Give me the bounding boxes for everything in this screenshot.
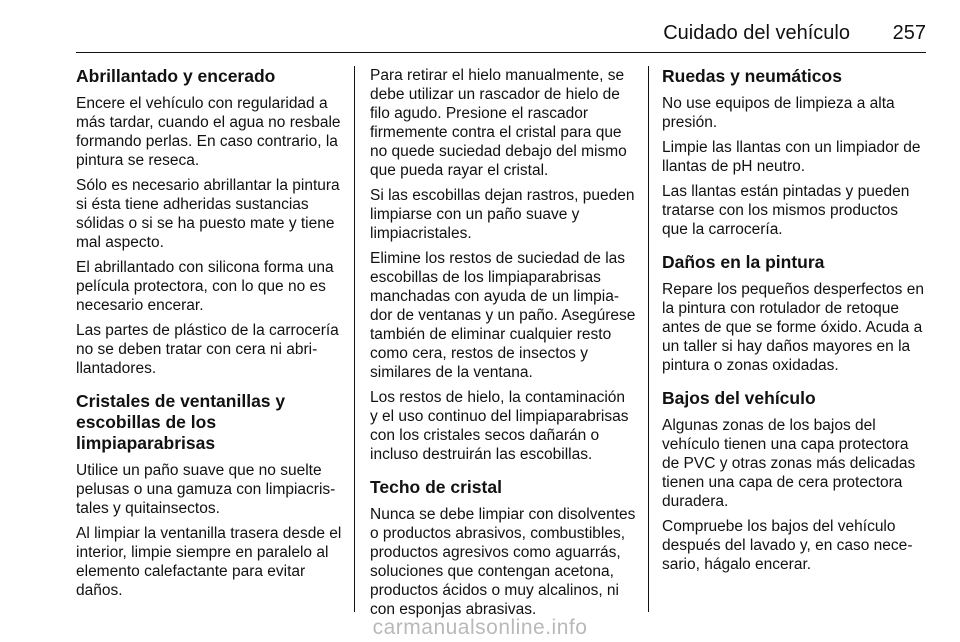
paragraph: Encere el vehículo con regularidad a más tardar, cuando el agua no resbale formando perlas. En caso contrario, la pintura se reseca. — [76, 95, 341, 169]
paragraph: Algunas zonas de los bajos del vehículo tienen una capa protectora de PVC y otras zonas más delicadas tienen una capa de cera protectora duradera. — [662, 417, 916, 510]
page-number: 257 — [892, 22, 926, 44]
paragraph: No use equipos de limpieza a alta presión. — [662, 95, 895, 131]
paragraph: Al limpiar la ventanilla trasera desde el interior, limpie siempre en paralelo al elemento calefactante para evitar daños. — [76, 525, 342, 599]
paragraph: Limpie las llantas con un limpiador de llantas de pH neutro. — [662, 139, 921, 175]
paragraph: Si las escobillas dejan rastros, pueden limpiarse con un paño suave y limpiacristales. — [370, 187, 635, 242]
paragraph: Las llantas están pintadas y pueden tratarse con los mismos productos que la carrocería. — [662, 183, 910, 238]
column-divider — [354, 66, 355, 612]
section-heading: Cristales de ventanillas y escobillas de los limpiaparabrisas — [76, 391, 286, 453]
section-heading: Bajos del vehículo — [662, 388, 816, 408]
paragraph: Elimine los restos de suciedad de las escobillas de los limpiaparabrisas manchadas con ayuda de un limpiador de ventanas y un paño. Asegúrese también de eliminar cualquier resto como cera, restos de insectos y similares de la ventana. — [370, 250, 636, 381]
paragraph: Nunca se debe limpiar con disolventes o productos abrasivos, combustibles, productos agresivos como aguarrás, soluciones que contengan acetona, productos ácidos o muy alcalinos, ni con esponjas abrasivas. — [370, 506, 636, 618]
text-column-1 — [76, 66, 344, 606]
paragraph: Utilice un paño suave que no suelte pelusas o una gamuza con limpiacristales y quitainsectos. — [76, 462, 336, 517]
text-column-3 — [662, 66, 926, 580]
paragraph: Para retirar el hielo manualmente, se debe utilizar un rascador de hielo de filo agudo. Presione el rascador firmemente contra el cristal para que no quede suciedad debajo del mismo que pueda rayar el cristal. — [370, 67, 627, 179]
section-title: Cuidado del vehículo — [663, 22, 850, 44]
section-heading: Ruedas y neumáticos — [662, 66, 842, 86]
section-heading: Techo de cristal — [370, 477, 502, 497]
text-column-2 — [370, 66, 636, 625]
section-heading: Abrillantado y encerado — [76, 66, 276, 86]
paragraph: Los restos de hielo, la contaminación y el uso continuo del limpiaparabrisas con los cristales secos dañarán o incluso destruirán las escobillas. — [370, 389, 629, 463]
paragraph: Sólo es necesario abrillantar la pintura si ésta tiene adheridas sustancias sólidas o si se ha puesto mate y tiene mal aspecto. — [76, 177, 340, 251]
paragraph: Las partes de plástico de la carrocería no se deben tratar con cera ni abrillantadores. — [76, 322, 339, 377]
watermark: carmanualsonline.info — [372, 616, 588, 639]
page-header — [76, 22, 926, 53]
paragraph: Repare los pequeños desperfectos en la pintura con rotulador de retoque antes de que se forme óxido. Acuda a un taller si hay daños mayores en la pintura o zonas oxidadas. — [662, 281, 924, 374]
paragraph: Compruebe los bajos del vehículo después del lavado y, en caso necesario, hágalo encerar. — [662, 518, 913, 573]
column-divider — [648, 66, 649, 612]
paragraph: El abrillantado con silicona forma una película protectora, con lo que no es necesario encerar. — [76, 259, 334, 314]
section-heading: Daños en la pintura — [662, 252, 825, 272]
